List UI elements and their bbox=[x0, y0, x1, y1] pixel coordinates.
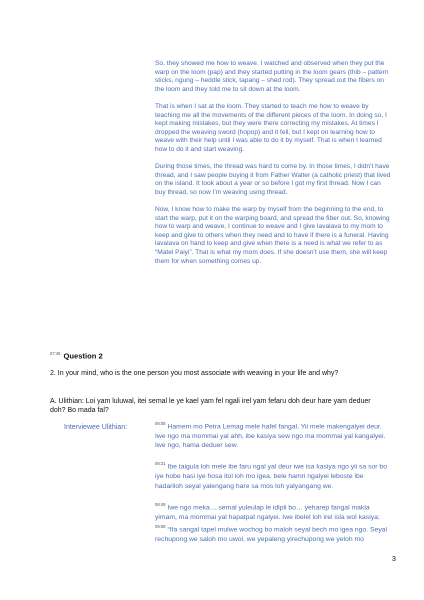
response-block bbox=[155, 419, 391, 553]
translation-paragraph: That is when I sat at the loom. They started to teach me how to weave by teaching me all the movements of the different pieces of the loom. In doing so, I kept making mistakes, but they were there correcting my mistakes. At times I dropped the weaving sword (hopop) and it fell, but I kept on learning how to weave with their help until I was able to do it by myself. That is when I learned how to do it and start weaving. bbox=[155, 102, 387, 153]
response-text: Iwe ngo meka… semal yuleulap le idipli bo… yeharep fangal makla yimam, ma mommai yal hapatpat ngalyei. Iwe ibelel loh irel isla wol kasiya; bbox=[155, 504, 380, 521]
translation-paragraph: Now, I know how to make the warp by myself from the beginning to the end, to start the warp, put it on the warping board, and spread the fiber out. So, knowing how to warp and weave, I continue to weave and I give lavalava to my mom to keep and give to others when they need and to have if there is a funeral. Having lavalava on hand to keep and give when there is a need is what we refer to as “Matel Paiyi”. That is what my mom does. If she doesn’t use them, she will keep them for when something comes up. bbox=[155, 206, 390, 265]
timestamp: 08:31 bbox=[155, 461, 166, 467]
translation-paragraph: During those times, the thread was hard to come by. In those times, I didn’t have thread, and I saw people buying it from Father Walter (a catholic priest) that lived on the island. It took about a year or so before I got my first thread. Now I can buy thread, so now I’m weaving using thread. bbox=[155, 163, 391, 196]
response-text: Hamem mo Petra Lemag mele hafel fangal. Yii mele makengalyei deur. Iwe ngo ma mommai yal ahh, ibe kasiya sew ngo ma mommai yal kangalyei. Iwe ngo, hama deduer sew. bbox=[155, 423, 386, 450]
question-title: Question 2 bbox=[63, 351, 103, 361]
question-text: 2. In your mind, who is the one person you most associate with weaving in your life and why? bbox=[50, 370, 339, 377]
interviewee-label: Interviewee Ulithian: bbox=[64, 424, 128, 431]
response-paragraph bbox=[155, 419, 391, 450]
timestamp: 08:49 bbox=[155, 501, 166, 507]
timestamp: 09:08 bbox=[155, 524, 166, 530]
translation-block bbox=[155, 60, 391, 275]
translation-paragraph: So, they showed me how to weave. I watched and observed when they put the warp on the loom (pap) and they started putting in the loom gears (thib – pattern sticks, ngung – heddle stick, tapang – shed rod). They spread out the fibers on the loom and they told me to sit down at the loom. bbox=[155, 60, 389, 93]
timestamp: 08:08 bbox=[155, 421, 166, 426]
question-heading bbox=[50, 351, 103, 361]
timestamp: 07:45 bbox=[50, 351, 61, 356]
page-number: 3 bbox=[392, 556, 396, 563]
response-text: Ibe taigula loh mele ibe faru ngal yal deur iwe isa kasiya ngo yii sa sor bo iye hobe hasi iye hosa itol loh mo igea, bele hamri ngalyei leboste ibe hadariloh seyal yalengang hare sa mos loh yalyangang we. bbox=[155, 463, 387, 490]
response-paragraph bbox=[155, 459, 391, 490]
response-paragraph bbox=[155, 500, 391, 544]
response-text: “Ifa sangal tapel mulwe wochog bo maloh seyal bech mo igea ngo. Seyal rechupong we saloh mo uwol, we yepaleng yirechupong we yeloh mo bbox=[155, 526, 388, 543]
question-ulithian: A. Ulithian: Loi yam luluwal, itei semal le ye kael yam fel ngali irel yam fefaru doh deur hare yam deduer doh? Bo mada fal? bbox=[50, 398, 371, 415]
